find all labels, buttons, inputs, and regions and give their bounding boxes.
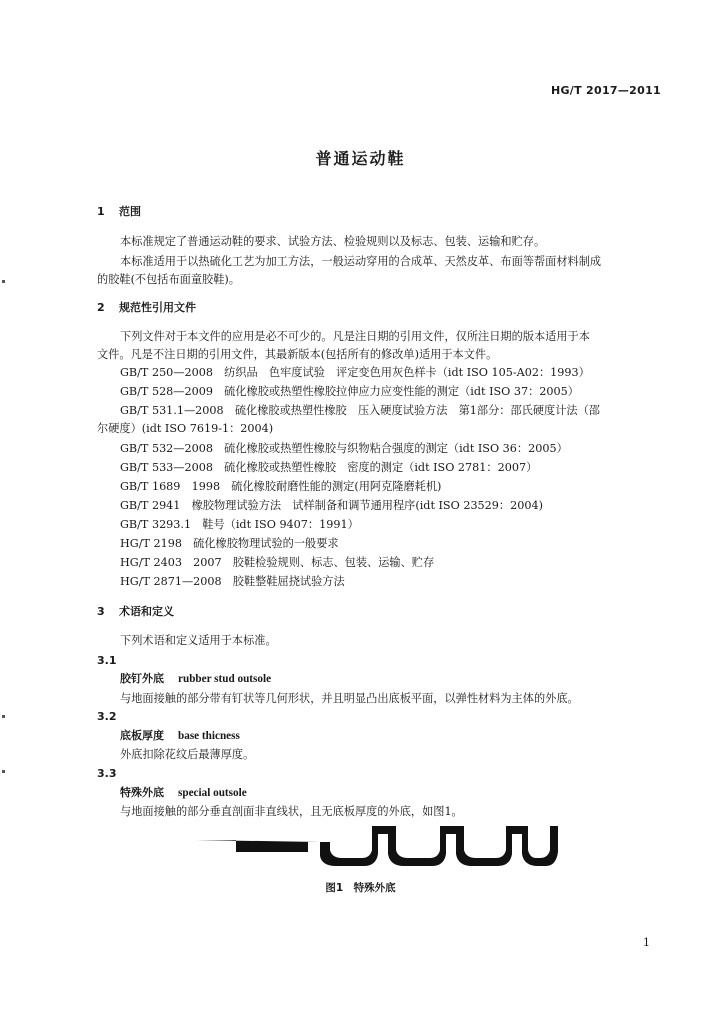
scan-mark bbox=[2, 715, 5, 718]
term-en: rubber stud outsole bbox=[178, 673, 272, 685]
references-intro-line-1: 下列文件对于本文件的应用是必不可少的。凡是注日期的引用文件，仅所注日期的版本适用于本 bbox=[120, 330, 590, 343]
scan-mark bbox=[2, 280, 5, 283]
term-en: base thicness bbox=[178, 730, 240, 742]
reference-item: GB/T 250—2008 纺织品 色牢度试验 评定变色用灰色样卡（idt ISO 105-A02：1993） bbox=[120, 366, 590, 379]
reference-item: GB/T 532—2008 硫化橡胶或热塑性橡胶与织物粘合强度的测定（idt ISO 36：2005） bbox=[120, 442, 568, 455]
reference-item: HG/T 2403 2007 胶鞋检验规则、标志、包装、运输、贮存 bbox=[120, 556, 435, 569]
term-number: 3.2 bbox=[97, 710, 117, 723]
scope-paragraph-1: 本标准规定了普通运动鞋的要求、试验方法、检验规则以及标志、包装、运输和贮存。 bbox=[120, 235, 546, 248]
page-number: 1 bbox=[643, 936, 650, 949]
references-intro-line-2: 文件。凡是不注日期的引用文件，其最新版本(包括所有的修改单)适用于本文件。 bbox=[97, 348, 498, 361]
outsole-profile-shape bbox=[196, 826, 558, 866]
section-1-heading bbox=[97, 205, 141, 219]
section-2-title: 规范性引用文件 bbox=[119, 301, 196, 314]
reference-item: GB/T 2941 橡胶物理试验方法 试样制备和调节通用程序(idt ISO 23529：2004) bbox=[120, 499, 543, 512]
term-zh: 底板厚度 bbox=[120, 729, 164, 742]
section-1-title: 范围 bbox=[119, 205, 141, 218]
term-zh: 胶钉外底 bbox=[120, 672, 164, 685]
scope-paragraph-2-line-1: 本标准适用于以热硫化工艺为加工方法，一般运动穿用的合成革、天然皮革、布面等帮面材料制成 bbox=[120, 255, 602, 268]
reference-item: GB/T 528—2009 硫化橡胶或热塑性橡胶拉伸应力应变性能的测定（idt ISO 37：2005） bbox=[120, 385, 579, 398]
page-title: 普通运动鞋 bbox=[315, 149, 406, 168]
special-outsole-figure bbox=[196, 822, 560, 868]
reference-item-continuation: 尔硬度）(idt ISO 7619-1：2004) bbox=[97, 422, 274, 435]
reference-item: GB/T 3293.1 鞋号（idt ISO 9407：1991） bbox=[120, 518, 359, 531]
term-definition: 与地面接触的部分带有钉状等几何形状，并且明显凸出底板平面，以弹性材料为主体的外底。 bbox=[120, 692, 579, 705]
term-definition: 与地面接触的部分垂直剖面非直线状，且无底板厚度的外底，如图1。 bbox=[120, 805, 463, 818]
section-3-heading bbox=[97, 605, 174, 619]
term-heading bbox=[120, 672, 271, 686]
term-definition: 外底扣除花纹后最薄厚度。 bbox=[120, 748, 255, 761]
terms-intro: 下列术语和定义适用于本标准。 bbox=[120, 634, 277, 647]
section-3-number: 3 bbox=[97, 605, 105, 618]
standard-code: HG/T 2017—2011 bbox=[550, 84, 661, 97]
term-heading bbox=[120, 786, 247, 800]
figure-caption: 图1 特殊外底 bbox=[325, 882, 396, 894]
reference-item: GB/T 531.1—2008 硫化橡胶或热塑性橡胶 压入硬度试验方法 第1部分：邵氏硬度计法（邵 bbox=[120, 404, 600, 417]
section-3-title: 术语和定义 bbox=[119, 605, 174, 618]
term-heading bbox=[120, 729, 240, 743]
term-zh: 特殊外底 bbox=[120, 786, 164, 799]
scope-paragraph-2-line-2: 的胶鞋(不包括布面童胶鞋)。 bbox=[97, 273, 240, 286]
scan-mark bbox=[2, 770, 5, 773]
reference-item: GB/T 1689 1998 硫化橡胶耐磨性能的测定(用阿克隆磨耗机) bbox=[120, 480, 442, 493]
reference-item: HG/T 2198 硫化橡胶物理试验的一般要求 bbox=[120, 537, 339, 550]
reference-item: HG/T 2871—2008 胶鞋整鞋屈挠试验方法 bbox=[120, 575, 345, 588]
term-number: 3.3 bbox=[97, 767, 117, 780]
term-number: 3.1 bbox=[97, 654, 117, 667]
section-2-heading bbox=[97, 301, 196, 315]
term-en: special outsole bbox=[178, 787, 247, 799]
section-1-number: 1 bbox=[97, 205, 105, 218]
reference-item: GB/T 533—2008 硫化橡胶或热塑性橡胶 密度的测定（idt ISO 2781：2007） bbox=[120, 461, 538, 474]
section-2-number: 2 bbox=[97, 301, 105, 314]
